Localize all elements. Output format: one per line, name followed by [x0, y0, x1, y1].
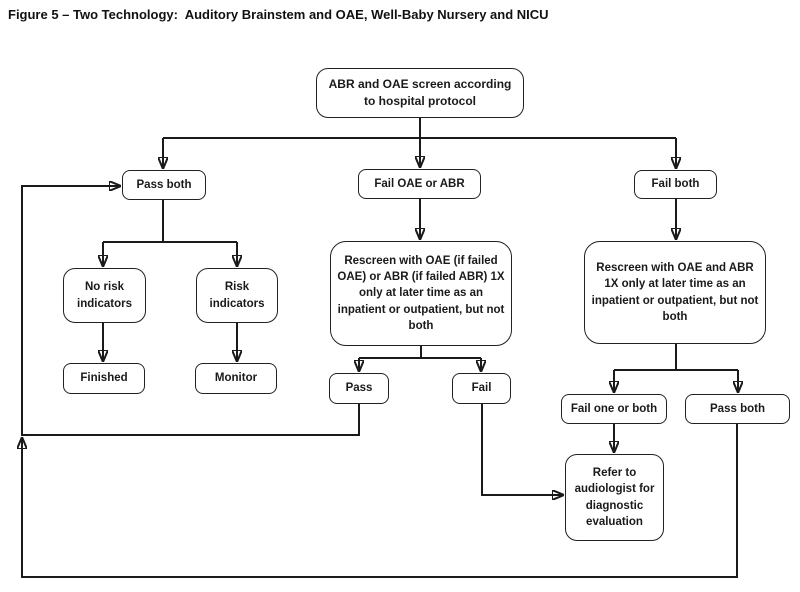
node-no-risk-indicators	[63, 268, 146, 323]
node-abr-oae-screen	[316, 68, 524, 118]
node-pass-label: Pass	[345, 382, 373, 395]
node-monitor	[195, 363, 277, 394]
node-pass	[329, 373, 389, 404]
node-no-risk-indicators-label: No risk indicators	[77, 281, 132, 310]
node-fail-oae-or-abr	[358, 169, 481, 199]
node-rescreen-one-technology	[330, 241, 512, 346]
node-fail-oae-or-abr-label: Fail OAE or ABR	[374, 177, 465, 190]
node-finished	[63, 363, 145, 394]
node-pass-both-label: Pass both	[136, 178, 192, 191]
node-finished-label: Finished	[80, 372, 128, 385]
node-refer-to-audiologist	[565, 454, 664, 541]
node-pass-both-right	[685, 394, 790, 424]
node-fail-label: Fail	[471, 382, 492, 395]
node-fail	[452, 373, 511, 404]
figure-title: Figure 5 – Two Technology: Auditory Brainstem and OAE, Well-Baby Nursery and NICU	[8, 7, 549, 22]
node-pass-both-right-label: Pass both	[710, 402, 765, 415]
node-refer-to-audiologist-label: Refer to audiologist for diagnostic evaluation	[574, 467, 655, 528]
node-fail-both	[634, 170, 717, 199]
node-fail-one-or-both	[561, 394, 667, 424]
node-monitor-label: Monitor	[214, 372, 258, 385]
edge-fail-to-refer	[482, 404, 564, 495]
node-abr-oae-screen-label: ABR and OAE screen according to hospital protocol	[328, 77, 512, 108]
node-pass-both	[122, 170, 206, 200]
node-rescreen-both-technologies	[584, 241, 766, 344]
node-risk-indicators-label: Risk indicators	[209, 281, 265, 310]
node-risk-indicators	[196, 268, 278, 323]
node-rescreen-both-technologies-label: Rescreen with OAE and ABR 1X only at later time as an inpatient or outpatient, but not both	[591, 262, 759, 323]
node-fail-one-or-both-label: Fail one or both	[570, 402, 658, 415]
node-rescreen-one-technology-label: Rescreen with OAE (if failed OAE) or ABR (if failed ABR) 1X only at later time as an inpatient or outpatient, but not both	[337, 255, 505, 332]
node-fail-both-label: Fail both	[651, 178, 700, 191]
